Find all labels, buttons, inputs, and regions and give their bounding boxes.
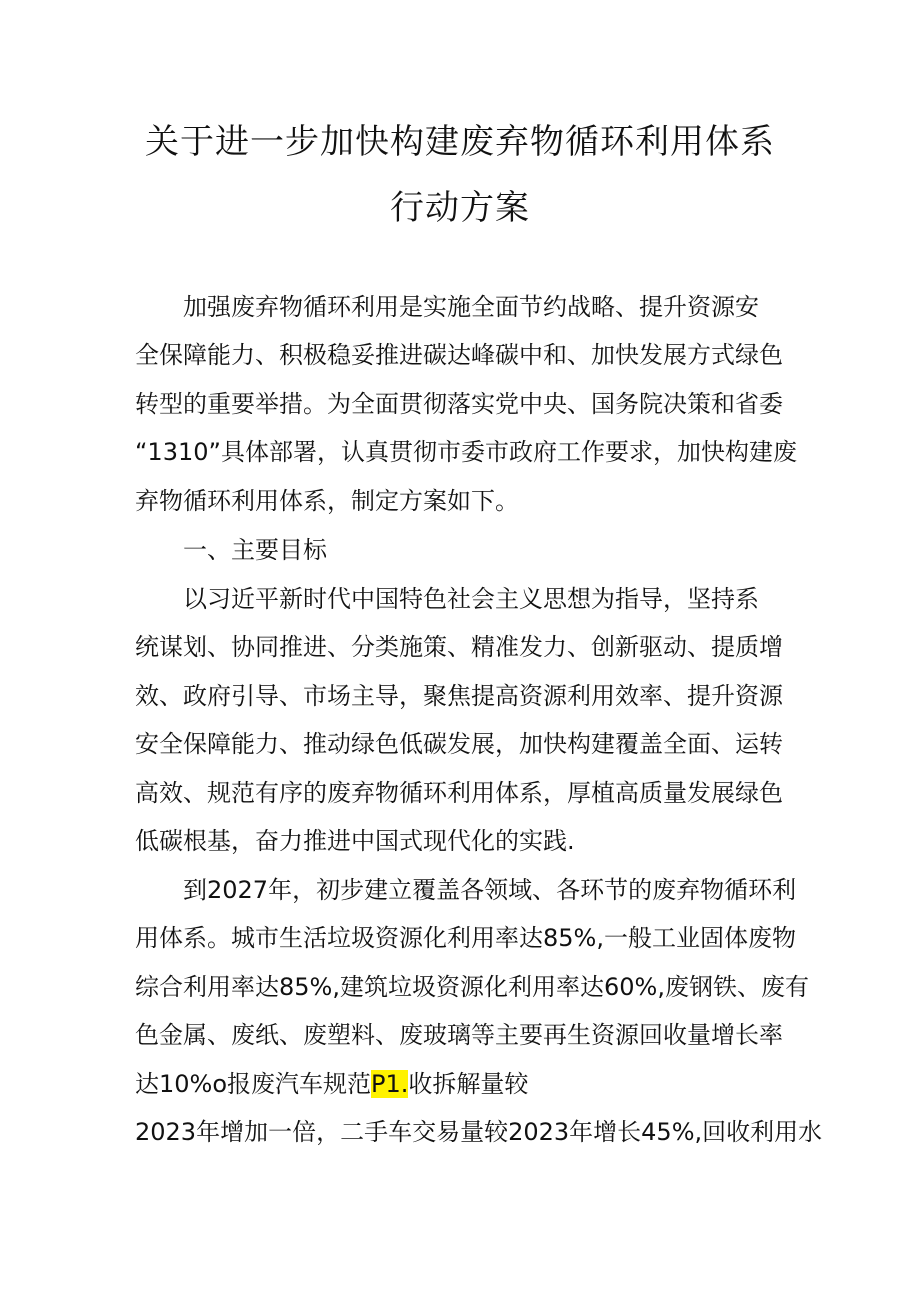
paragraph-line: 统谋划、协同推进、分类施策、精准发力、创新驱动、提质增 [135, 633, 783, 661]
section-heading: 一、主要目标 [183, 536, 327, 564]
paragraph-line [135, 1069, 528, 1099]
paragraph-line: 加强废弃物循环利用是实施全面节约战略、提升资源安 [183, 293, 759, 321]
document-title-line-2: 行动方案 [390, 188, 530, 228]
paragraph-line: 转型的重要举措。为全面贯彻落实党中央、国务院决策和省委 [135, 390, 783, 418]
paragraph-line: 综合利用率达85%,建筑垃圾资源化利用率达60%,废钢铁、废有 [135, 973, 809, 1001]
paragraph-line: 弃物循环利用体系，制定方案如下。 [135, 487, 519, 515]
paragraph-line: “1310”具体部署，认真贯彻市委市政府工作要求，加快构建废 [135, 438, 797, 466]
paragraph-line: 效、政府引导、市场主导，聚焦提高资源利用效率、提升资源 [135, 682, 783, 710]
paragraph-line: 低碳根基，奋力推进中国式现代化的实践. [135, 827, 575, 855]
paragraph-line: 色金属、废纸、废塑料、废玻璃等主要再生资源回收量增长率 [135, 1021, 783, 1049]
paragraph-text: 收拆解量较 [408, 1070, 529, 1098]
paragraph-line: 到2027年，初步建立覆盖各领域、各环节的废弃物循环利 [183, 876, 797, 904]
highlighted-text: P1. [371, 1070, 409, 1098]
paragraph-line: 安全保障能力、推动绿色低碳发展，加快构建覆盖全面、运转 [135, 730, 783, 758]
paragraph-line: 以习近平新时代中国特色社会主义思想为指导，坚持系 [183, 585, 759, 613]
paragraph-text: 达10%o报废汽车规范 [135, 1070, 372, 1098]
paragraph-line: 用体系。城市生活垃圾资源化利用率达85%,一般工业固体废物 [135, 924, 796, 952]
document-title-line-1: 关于进一步加快构建废弃物循环利用体系 [145, 122, 775, 162]
paragraph-line: 全保障能力、积极稳妥推进碳达峰碳中和、加快发展方式绿色 [135, 341, 783, 369]
paragraph-line: 2023年增加一倍，二手车交易量较2023年增长45%,回收利用水 [135, 1118, 823, 1146]
paragraph-line: 高效、规范有序的废弃物循环利用体系，厚植高质量发展绿色 [135, 779, 783, 807]
